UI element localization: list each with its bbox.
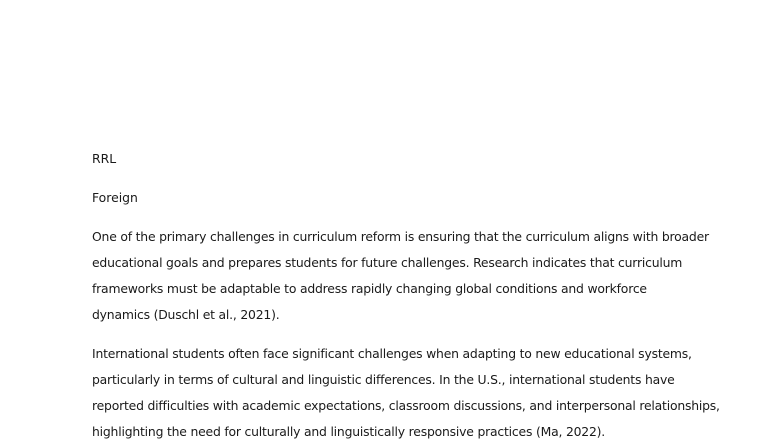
paragraph-line: highlighting the need for culturally and linguistically responsive practices (Ma, 2022).	[92, 424, 606, 439]
document-body	[92, 146, 720, 445]
paragraph-2	[92, 341, 720, 445]
paragraph-line: reported difficulties with academic expectations, classroom discussions, and interpersonal relationships,	[92, 398, 720, 413]
heading-foreign: Foreign	[92, 190, 138, 205]
paragraph-line: International students often face significant challenges when adapting to new educational systems,	[92, 346, 692, 361]
paragraph-line: frameworks must be adaptable to address rapidly changing global conditions and workforce	[92, 281, 647, 296]
paragraph-line: educational goals and prepares students for future challenges. Research indicates that curriculum	[92, 255, 683, 270]
spacer	[92, 328, 712, 341]
spacer	[92, 211, 712, 224]
heading-rrl: RRL	[92, 151, 117, 166]
spacer	[92, 172, 712, 185]
paragraph-line: One of the primary challenges in curriculum reform is ensuring that the curriculum aligns with broader	[92, 229, 709, 244]
paragraph-line: dynamics (Duschl et al., 2021).	[92, 307, 280, 322]
paragraph-1	[92, 224, 712, 328]
paragraph-line: particularly in terms of cultural and linguistic differences. In the U.S., international students have	[92, 372, 675, 387]
